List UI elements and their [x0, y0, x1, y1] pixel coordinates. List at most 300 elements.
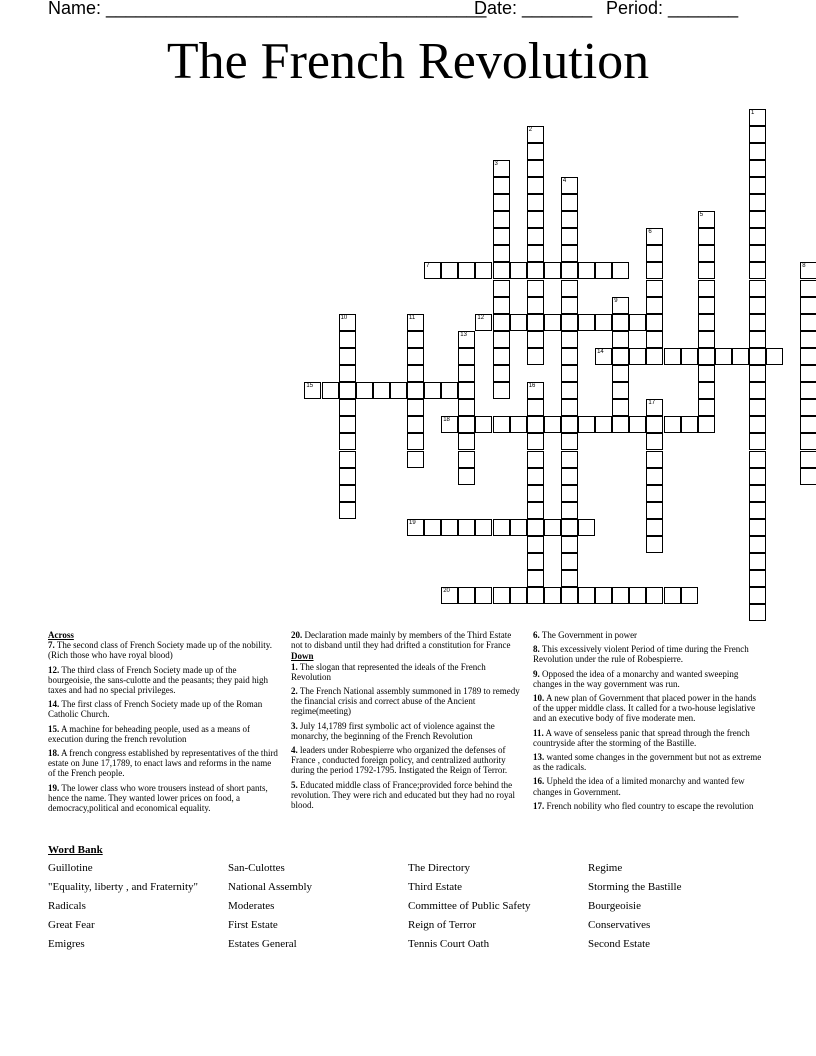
crossword-cell[interactable]	[749, 536, 766, 553]
crossword-cell[interactable]	[800, 314, 816, 331]
clue-number: 12	[477, 314, 485, 321]
name-field-label[interactable]: Name: ______________________________________	[48, 0, 487, 18]
crossword-cell[interactable]	[612, 262, 629, 279]
word-bank-item: Estates General	[228, 938, 297, 950]
crossword-cell[interactable]	[424, 382, 441, 399]
crossword-cell[interactable]	[527, 433, 544, 450]
crossword-cell[interactable]	[527, 553, 544, 570]
crossword-cell[interactable]	[749, 553, 766, 570]
crossword-cell[interactable]	[339, 382, 356, 399]
crossword-cell[interactable]	[749, 126, 766, 143]
crossword-cell[interactable]	[441, 262, 458, 279]
crossword-cell[interactable]	[527, 297, 544, 314]
crossword-cell[interactable]	[493, 348, 510, 365]
crossword-cell[interactable]	[493, 382, 510, 399]
crossword-cell[interactable]	[527, 536, 544, 553]
crossword-cell[interactable]	[527, 331, 544, 348]
crossword-cell[interactable]	[766, 348, 783, 365]
crossword-cell[interactable]	[800, 262, 816, 279]
crossword-cell[interactable]	[612, 365, 629, 382]
word-bank-item: San-Culottes	[228, 862, 285, 874]
crossword-cell[interactable]	[339, 468, 356, 485]
crossword-cell[interactable]	[475, 262, 492, 279]
crossword-cell[interactable]	[561, 382, 578, 399]
crossword-cell[interactable]	[527, 126, 544, 143]
clue-down-6: 6. The Government in power	[533, 630, 638, 640]
crossword-cell[interactable]	[561, 553, 578, 570]
clue-number: 2	[528, 126, 533, 133]
crossword-cell[interactable]	[681, 587, 698, 604]
crossword-cell[interactable]	[561, 365, 578, 382]
crossword-cell[interactable]	[561, 228, 578, 245]
crossword-cell[interactable]	[458, 451, 475, 468]
crossword-cell[interactable]	[698, 331, 715, 348]
word-bank-item: First Estate	[228, 919, 278, 931]
crossword-cell[interactable]	[646, 451, 663, 468]
crossword-cell[interactable]	[800, 399, 816, 416]
crossword-cell[interactable]	[339, 502, 356, 519]
crossword-cell[interactable]	[458, 587, 475, 604]
word-bank-item: Storming the Bastille	[588, 881, 682, 893]
crossword-cell[interactable]	[749, 143, 766, 160]
clue-number: 8	[802, 263, 806, 270]
crossword-cell[interactable]	[373, 382, 390, 399]
crossword-cell[interactable]	[561, 314, 578, 331]
crossword-cell[interactable]	[561, 194, 578, 211]
crossword-cell[interactable]	[493, 177, 510, 194]
crossword-cell[interactable]	[527, 160, 544, 177]
crossword-cell[interactable]	[698, 365, 715, 382]
crossword-cell[interactable]	[493, 314, 510, 331]
crossword-cell[interactable]	[527, 228, 544, 245]
crossword-cell[interactable]	[339, 433, 356, 450]
crossword-cell[interactable]	[646, 331, 663, 348]
crossword-cell[interactable]	[698, 416, 715, 433]
word-bank-item: "Equality, liberty , and Fraternity"	[48, 881, 199, 893]
clue-down-2: 2. The French National assembly summoned in 1789 to remedy the financial crisis and correct abuse of the Ancient regime(meeting)	[291, 686, 520, 717]
crossword-cell[interactable]	[749, 604, 766, 621]
crossword-cell[interactable]	[749, 245, 766, 262]
crossword-cell[interactable]	[493, 228, 510, 245]
crossword-cell[interactable]	[561, 211, 578, 228]
crossword-cell[interactable]	[561, 433, 578, 450]
crossword-cell[interactable]	[749, 109, 766, 126]
crossword-cell[interactable]	[544, 416, 561, 433]
crossword-cell[interactable]	[646, 433, 663, 450]
word-bank-item: Emigres	[48, 938, 85, 950]
crossword-cell[interactable]	[664, 348, 681, 365]
clue-down-3: 3. July 14,1789 first symbolic act of violence against the monarchy, the beginning of the French Revolution	[291, 720, 495, 741]
clue-number: 13	[460, 331, 467, 338]
crossword-cell[interactable]	[339, 485, 356, 502]
crossword-cell[interactable]	[629, 314, 646, 331]
crossword-cell[interactable]	[629, 416, 646, 433]
crossword-cell[interactable]	[527, 348, 544, 365]
clue-number: 5	[699, 212, 704, 219]
crossword-cell[interactable]	[407, 451, 424, 468]
crossword-cell[interactable]	[493, 245, 510, 262]
word-bank-item: Bourgeoisie	[588, 900, 641, 912]
crossword-cell[interactable]	[510, 314, 527, 331]
crossword-cell[interactable]	[698, 262, 715, 279]
clue-across-19: 19. The lower class who wore trousers instead of short pants, hence the name. They wanted lower prices on food, a democracy,political and economical equality.	[48, 782, 268, 814]
crossword-cell[interactable]	[493, 365, 510, 382]
crossword-cell[interactable]	[407, 519, 424, 536]
clue-across-14: 14. The first class of French Society made up of the Roman Catholic Church.	[48, 699, 263, 720]
word-bank-item: Third Estate	[408, 881, 463, 893]
crossword-cell[interactable]	[458, 331, 475, 348]
crossword-cell[interactable]	[339, 331, 356, 348]
crossword-cell[interactable]	[493, 211, 510, 228]
clue-down-16: 16. Upheld the idea of a limited monarchy and wanted few changes in Government.	[533, 776, 745, 797]
crossword-cell[interactable]	[339, 348, 356, 365]
crossword-cell[interactable]	[612, 382, 629, 399]
crossword-cell[interactable]	[527, 451, 544, 468]
crossword-cell[interactable]	[493, 519, 510, 536]
crossword-cell[interactable]	[800, 433, 816, 450]
crossword-cell[interactable]	[441, 519, 458, 536]
word-bank-item: Great Fear	[48, 919, 95, 931]
crossword-cell[interactable]	[527, 382, 544, 399]
crossword-cell[interactable]	[578, 416, 595, 433]
crossword-cell[interactable]	[356, 382, 373, 399]
crossword-cell[interactable]	[646, 280, 663, 297]
crossword-cell[interactable]	[749, 262, 766, 279]
word-bank-item: Second Estate	[588, 938, 651, 950]
crossword-cell[interactable]	[629, 587, 646, 604]
crossword-cell[interactable]	[749, 177, 766, 194]
crossword-cell[interactable]	[612, 314, 629, 331]
crossword-cell[interactable]	[561, 519, 578, 536]
crossword-cell[interactable]	[407, 416, 424, 433]
crossword-cell[interactable]	[424, 262, 441, 279]
crossword-cell[interactable]	[749, 451, 766, 468]
crossword-cell[interactable]	[578, 519, 595, 536]
crossword-cell[interactable]	[749, 297, 766, 314]
crossword-cell[interactable]	[800, 451, 816, 468]
clue-down-5: 5. Educated middle class of France;provided force behind the revolution. They were rich and educated but they had no royal blood.	[291, 779, 516, 811]
crossword-cell[interactable]	[698, 382, 715, 399]
word-bank-heading: Word Bank	[48, 844, 103, 856]
date-field-label[interactable]: Date: _______	[474, 0, 593, 18]
crossword-cell[interactable]	[749, 570, 766, 587]
word-bank-item: Reign of Terror	[408, 919, 477, 931]
crossword-cell[interactable]	[493, 262, 510, 279]
crossword-cell[interactable]	[698, 280, 715, 297]
crossword-cell[interactable]	[732, 348, 749, 365]
crossword-cell[interactable]	[800, 468, 816, 485]
crossword-cell[interactable]	[561, 331, 578, 348]
crossword-cell[interactable]	[407, 331, 424, 348]
crossword-cell[interactable]	[407, 382, 424, 399]
crossword-cell[interactable]	[612, 399, 629, 416]
crossword-cell[interactable]	[800, 280, 816, 297]
clue-number: 14	[597, 348, 604, 355]
crossword-cell[interactable]	[458, 365, 475, 382]
crossword-cell[interactable]	[458, 348, 475, 365]
crossword-cell[interactable]	[749, 228, 766, 245]
clue-down-17: 17. French nobility who fled country to escape the revolution	[533, 800, 754, 811]
crossword-cell[interactable]	[458, 399, 475, 416]
crossword-cell[interactable]	[544, 519, 561, 536]
crossword-cell[interactable]	[800, 365, 816, 382]
crossword-cell[interactable]	[578, 314, 595, 331]
crossword-cell[interactable]	[407, 348, 424, 365]
crossword-cell[interactable]	[749, 485, 766, 502]
clue-down-9: 9. Opposed the idea of a monarchy and wanted sweeping changes in the way government was run.	[533, 668, 739, 689]
crossword-cell[interactable]	[681, 348, 698, 365]
crossword-cell[interactable]	[475, 587, 492, 604]
crossword-cell[interactable]	[646, 416, 663, 433]
crossword-cell[interactable]	[339, 451, 356, 468]
crossword-cell[interactable]	[578, 587, 595, 604]
crossword-cell[interactable]	[339, 399, 356, 416]
crossword-cell[interactable]	[527, 245, 544, 262]
crossword-cell[interactable]	[800, 348, 816, 365]
crossword-cell[interactable]	[304, 382, 321, 399]
crossword-cell[interactable]	[493, 280, 510, 297]
clue-down-8: 8. This excessively violent Period of time during the French Revolution under the rule of Robespierre.	[533, 644, 749, 665]
crossword-cell[interactable]	[407, 314, 424, 331]
crossword-cell[interactable]	[544, 314, 561, 331]
crossword-cell[interactable]	[458, 519, 475, 536]
crossword-cell[interactable]	[612, 297, 629, 314]
crossword-cell[interactable]	[749, 160, 766, 177]
clue-across-20: 20. Declaration made mainly by members of the Third Estate not to disband until they had drifted a constitution for France	[291, 630, 512, 651]
clue-number: 7	[426, 263, 430, 270]
page-title: The French Revolution	[166, 33, 650, 90]
crossword-cell[interactable]	[561, 348, 578, 365]
crossword-cell[interactable]	[595, 314, 612, 331]
crossword-cell[interactable]	[646, 536, 663, 553]
across-heading: Across	[48, 630, 74, 640]
crossword-cell[interactable]	[339, 365, 356, 382]
crossword-cell[interactable]	[646, 502, 663, 519]
crossword-cell[interactable]	[441, 416, 458, 433]
clue-down-11: 11. A wave of senseless panic that spread through the french countryside after the storming of the Bastille.	[533, 727, 750, 748]
crossword-cell[interactable]	[322, 382, 339, 399]
crossword-cell[interactable]	[493, 194, 510, 211]
crossword-cell[interactable]	[561, 536, 578, 553]
clue-number: 19	[409, 519, 416, 526]
crossword-cell[interactable]	[527, 587, 544, 604]
word-bank-item: The Directory	[408, 862, 470, 874]
crossword-cell[interactable]	[339, 416, 356, 433]
clue-across-15: 15. A machine for beheading people, used as a means of execution during the french revolution	[48, 723, 250, 744]
crossword-cell[interactable]	[458, 262, 475, 279]
crossword-cell[interactable]	[612, 587, 629, 604]
word-bank-item: National Assembly	[228, 881, 313, 893]
crossword-cell[interactable]	[458, 433, 475, 450]
clue-down-13: 13. wanted some changes in the government but not as extreme as the radicals.	[533, 752, 762, 773]
crossword-cell[interactable]	[561, 502, 578, 519]
crossword-cell[interactable]	[646, 245, 663, 262]
crossword-cell[interactable]	[715, 348, 732, 365]
crossword-cell[interactable]	[698, 314, 715, 331]
crossword-cell[interactable]	[527, 211, 544, 228]
crossword-cell[interactable]	[510, 262, 527, 279]
crossword-cell[interactable]	[390, 382, 407, 399]
crossword-cell[interactable]	[561, 262, 578, 279]
word-bank-item: Guillotine	[48, 862, 93, 874]
crossword-cell[interactable]	[749, 468, 766, 485]
crossword-cell[interactable]	[441, 382, 458, 399]
word-bank-item: Committee of Public Safety	[408, 900, 531, 912]
crossword-cell[interactable]	[629, 348, 646, 365]
clue-number: 10	[340, 314, 348, 321]
crossword-cell[interactable]	[595, 348, 612, 365]
crossword-cell[interactable]	[800, 297, 816, 314]
crossword-cell[interactable]	[527, 143, 544, 160]
crossword-cell[interactable]	[595, 587, 612, 604]
crossword-cell[interactable]	[561, 297, 578, 314]
crossword-cell[interactable]	[646, 485, 663, 502]
crossword-cell[interactable]	[749, 348, 766, 365]
clue-down-1: 1. The slogan that represented the ideals of the French Revolution	[291, 661, 486, 682]
crossword-cell[interactable]	[646, 297, 663, 314]
crossword-cell[interactable]	[646, 399, 663, 416]
crossword-cell[interactable]	[441, 587, 458, 604]
crossword-cell[interactable]	[407, 433, 424, 450]
crossword-cell[interactable]	[612, 331, 629, 348]
crossword-cell[interactable]	[749, 365, 766, 382]
crossword-cell[interactable]	[698, 245, 715, 262]
crossword-cell[interactable]	[595, 262, 612, 279]
crossword-cell[interactable]	[561, 485, 578, 502]
crossword-cell[interactable]	[749, 399, 766, 416]
crossword-cell[interactable]	[407, 365, 424, 382]
crossword-cell[interactable]	[561, 399, 578, 416]
crossword-cell[interactable]	[544, 587, 561, 604]
down-heading: Down	[291, 651, 314, 662]
clue-number: 4	[562, 177, 567, 184]
crossword-cell[interactable]	[527, 519, 544, 536]
crossword-cell[interactable]	[749, 280, 766, 297]
crossword-cell[interactable]	[527, 314, 544, 331]
word-bank-item: Tennis Court Oath	[408, 938, 490, 950]
clue-number: 1	[751, 109, 755, 116]
crossword-cell[interactable]	[527, 194, 544, 211]
crossword-cell[interactable]	[493, 331, 510, 348]
crossword-cell[interactable]	[527, 399, 544, 416]
crossword-cell[interactable]	[339, 314, 356, 331]
clue-number: 18	[443, 417, 450, 424]
crossword-cell[interactable]	[527, 502, 544, 519]
word-bank-item: Regime	[588, 862, 623, 874]
clue-number: 6	[648, 229, 652, 236]
crossword-cell[interactable]	[749, 382, 766, 399]
clue-down-4: 4. leaders under Robespierre who organized the defenses of France , conducted foreign policy, and centralized authority during the period 1792-1795. Instigated the Reign of Terror.	[291, 745, 508, 776]
crossword-cell[interactable]	[646, 262, 663, 279]
crossword-cell[interactable]	[561, 416, 578, 433]
crossword-cell[interactable]	[407, 399, 424, 416]
crossword-cell[interactable]	[664, 587, 681, 604]
crossword-cell[interactable]	[458, 468, 475, 485]
crossword-cell[interactable]	[749, 519, 766, 536]
crossword-cell[interactable]	[578, 262, 595, 279]
crossword-cell[interactable]	[749, 194, 766, 211]
crossword-cell[interactable]	[646, 314, 663, 331]
crossword-cell[interactable]	[510, 416, 527, 433]
crossword-cell[interactable]	[527, 177, 544, 194]
crossword-cell[interactable]	[561, 468, 578, 485]
crossword-cell[interactable]	[561, 570, 578, 587]
crossword-cell[interactable]	[698, 348, 715, 365]
clues-column-3	[533, 630, 763, 815]
crossword-cell[interactable]	[800, 331, 816, 348]
crossword-cell[interactable]	[646, 348, 663, 365]
crossword-cell[interactable]	[698, 228, 715, 245]
crossword-cell[interactable]	[561, 587, 578, 604]
clue-across-12: 12. The third class of French Society made up of the bourgeoisie, the sans-culotte and the peasants; they paid high taxes and had no special privileges.	[48, 664, 269, 696]
crossword-cell[interactable]	[698, 211, 715, 228]
crossword-cell[interactable]	[527, 468, 544, 485]
crossword-cell[interactable]	[800, 382, 816, 399]
crossword-cell[interactable]	[698, 399, 715, 416]
crossword-cell[interactable]	[595, 416, 612, 433]
crossword-cell[interactable]	[749, 587, 766, 604]
crossword-cell[interactable]	[493, 416, 510, 433]
crossword-cell[interactable]	[612, 348, 629, 365]
clues-column-1	[48, 630, 278, 817]
crossword-cell[interactable]	[493, 297, 510, 314]
word-bank-item: Conservatives	[588, 919, 651, 931]
crossword-cell[interactable]	[510, 519, 527, 536]
crossword-cell[interactable]	[561, 451, 578, 468]
crossword-cell[interactable]	[493, 160, 510, 177]
crossword-cell[interactable]	[749, 416, 766, 433]
clue-number: 15	[306, 383, 314, 390]
period-field-label[interactable]: Period: _______	[606, 0, 739, 18]
crossword-cell[interactable]	[510, 587, 527, 604]
crossword-cell[interactable]	[561, 177, 578, 194]
crossword-cell[interactable]	[612, 416, 629, 433]
crossword-cell[interactable]	[749, 433, 766, 450]
crossword-cell[interactable]	[527, 262, 544, 279]
clue-number: 16	[528, 383, 536, 390]
crossword-cell[interactable]	[561, 245, 578, 262]
crossword-cell[interactable]	[664, 416, 681, 433]
crossword-cell[interactable]	[475, 519, 492, 536]
crossword-cell[interactable]	[527, 570, 544, 587]
crossword-cell[interactable]	[424, 519, 441, 536]
crossword-cell[interactable]	[527, 280, 544, 297]
crossword-cell[interactable]	[458, 382, 475, 399]
crossword-cell[interactable]	[475, 416, 492, 433]
crossword-cell[interactable]	[561, 280, 578, 297]
crossword-cell[interactable]	[749, 314, 766, 331]
crossword-cell[interactable]	[475, 314, 492, 331]
crossword-cell[interactable]	[646, 519, 663, 536]
crossword-cell[interactable]	[749, 502, 766, 519]
crossword-cell[interactable]	[527, 485, 544, 502]
crossword-cell[interactable]	[749, 211, 766, 228]
crossword-cell[interactable]	[544, 262, 561, 279]
crossword-cell[interactable]	[681, 416, 698, 433]
crossword-cell[interactable]	[527, 416, 544, 433]
crossword-cell[interactable]	[646, 228, 663, 245]
crossword-cell[interactable]	[749, 331, 766, 348]
crossword-cell[interactable]	[458, 416, 475, 433]
clue-number: 11	[409, 314, 416, 321]
word-bank-item: Radicals	[48, 900, 86, 912]
clue-across-7: 7. The second class of French Society made up of the nobility.(Rich those who have royal blood)	[48, 640, 272, 661]
crossword-cell[interactable]	[493, 587, 510, 604]
crossword-cell[interactable]	[698, 297, 715, 314]
crossword-cell[interactable]	[646, 468, 663, 485]
crossword-cell[interactable]	[646, 587, 663, 604]
crossword-cell[interactable]	[800, 416, 816, 433]
